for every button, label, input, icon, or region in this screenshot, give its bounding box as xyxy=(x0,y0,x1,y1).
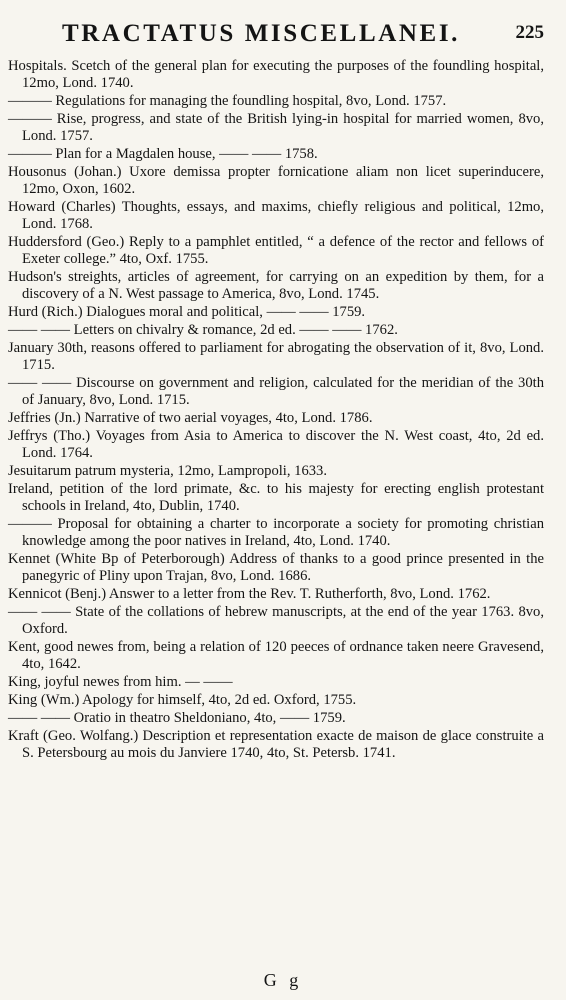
catalogue-entry: King (Wm.) Apology for himself, 4to, 2d ed. Oxford, 1755. xyxy=(8,692,357,708)
catalogue-entry: Howard (Charles) Thoughts, essays, and maxims, chiefly religious and political, 12mo, Lond. 1768. xyxy=(8,199,544,232)
catalogue-entry: Kennet (White Bp of Peterborough) Address of thanks to a good prince presented in the panegyric of Pliny upon Trajan, 8vo, Lond. 1686. xyxy=(8,551,544,584)
page-number: 225 xyxy=(515,22,544,43)
catalogue-entry: January 30th, reasons offered to parliament for abrogating the observation of it, 8vo, Lond. 1715. xyxy=(8,340,544,373)
catalogue-entry: ——— Rise, progress, and state of the British lying-in hospital for married women, 8vo, Lond. 1757. xyxy=(8,111,544,144)
signature-mark: G g xyxy=(263,970,303,990)
running-title: TRACTATUS MISCELLANEI. xyxy=(61,20,460,47)
catalogue-entry: —— —— State of the collations of hebrew manuscripts, at the end of the year 1763. 8vo, Oxford. xyxy=(8,604,544,637)
catalogue-entry: Hurd (Rich.) Dialogues moral and political, —— —— 1759. xyxy=(8,304,366,320)
catalogue-entries xyxy=(8,58,544,762)
catalogue-entry: Housonus (Johan.) Uxore demissa propter fornicatione aliam non licet superinducere, 12mo, Oxon, 1602. xyxy=(8,164,544,197)
catalogue-entry: Kent, good newes from, being a relation of 120 peeces of ordnance taken neere Gravesend, 4to, 1642. xyxy=(8,639,544,672)
catalogue-entry: ——— Proposal for obtaining a charter to incorporate a society for promoting christian knowledge among the poor natives in Ireland, 4to, Lond. 1740. xyxy=(8,516,544,549)
catalogue-entry: Kennicot (Benj.) Answer to a letter from the Rev. T. Rutherforth, 8vo, Lond. 1762. xyxy=(8,586,491,602)
catalogue-entry: Ireland, petition of the lord primate, &c. to his majesty for erecting english protestant schools in Ireland, 4to, Dublin, 1740. xyxy=(8,481,544,514)
catalogue-entry: Jesuitarum patrum mysteria, 12mo, Lampropoli, 1633. xyxy=(8,463,327,479)
catalogue-entry: —— —— Oratio in theatro Sheldoniano, 4to, —— 1759. xyxy=(8,710,346,726)
catalogue-entry: King, joyful newes from him. — —— xyxy=(8,674,233,690)
catalogue-entry: ——— Regulations for managing the foundling hospital, 8vo, Lond. 1757. xyxy=(8,93,447,109)
catalogue-entry: Jeffries (Jn.) Narrative of two aerial voyages, 4to, Lond. 1786. xyxy=(8,410,373,426)
page-header xyxy=(8,14,544,52)
catalogue-entry: Jeffrys (Tho.) Voyages from Asia to America to discover the N. West coast, 4to, 2d ed. Lond. 1764. xyxy=(8,428,544,461)
catalogue-entry: ——— Plan for a Magdalen house, —— —— 1758. xyxy=(8,146,318,162)
catalogue-entry: —— —— Discourse on government and religion, calculated for the meridian of the 30th of January, 8vo, Lond. 1715. xyxy=(8,375,544,408)
catalogue-entry: —— —— Letters on chivalry & romance, 2d ed. —— —— 1762. xyxy=(8,322,398,338)
catalogue-entry: Huddersford (Geo.) Reply to a pamphlet entitled, “ a defence of the rector and fellows of Exeter college.” 4to, Oxf. 1755. xyxy=(8,234,544,267)
catalogue-entry: Hudson's streights, articles of agreement, for carrying on an expedition by them, for a discovery of a N. West passage to America, 8vo, Lond. 1745. xyxy=(8,269,544,302)
catalogue-entry: Hospitals. Scetch of the general plan for executing the purposes of the foundling hospital, 12mo, Lond. 1740. xyxy=(8,58,544,91)
catalogue-entry: Kraft (Geo. Wolfang.) Description et representation exacte de maison de glace construite a S. Petersbourg au mois du Janviere 1740, 4to, St. Petersb. 1741. xyxy=(8,728,544,761)
